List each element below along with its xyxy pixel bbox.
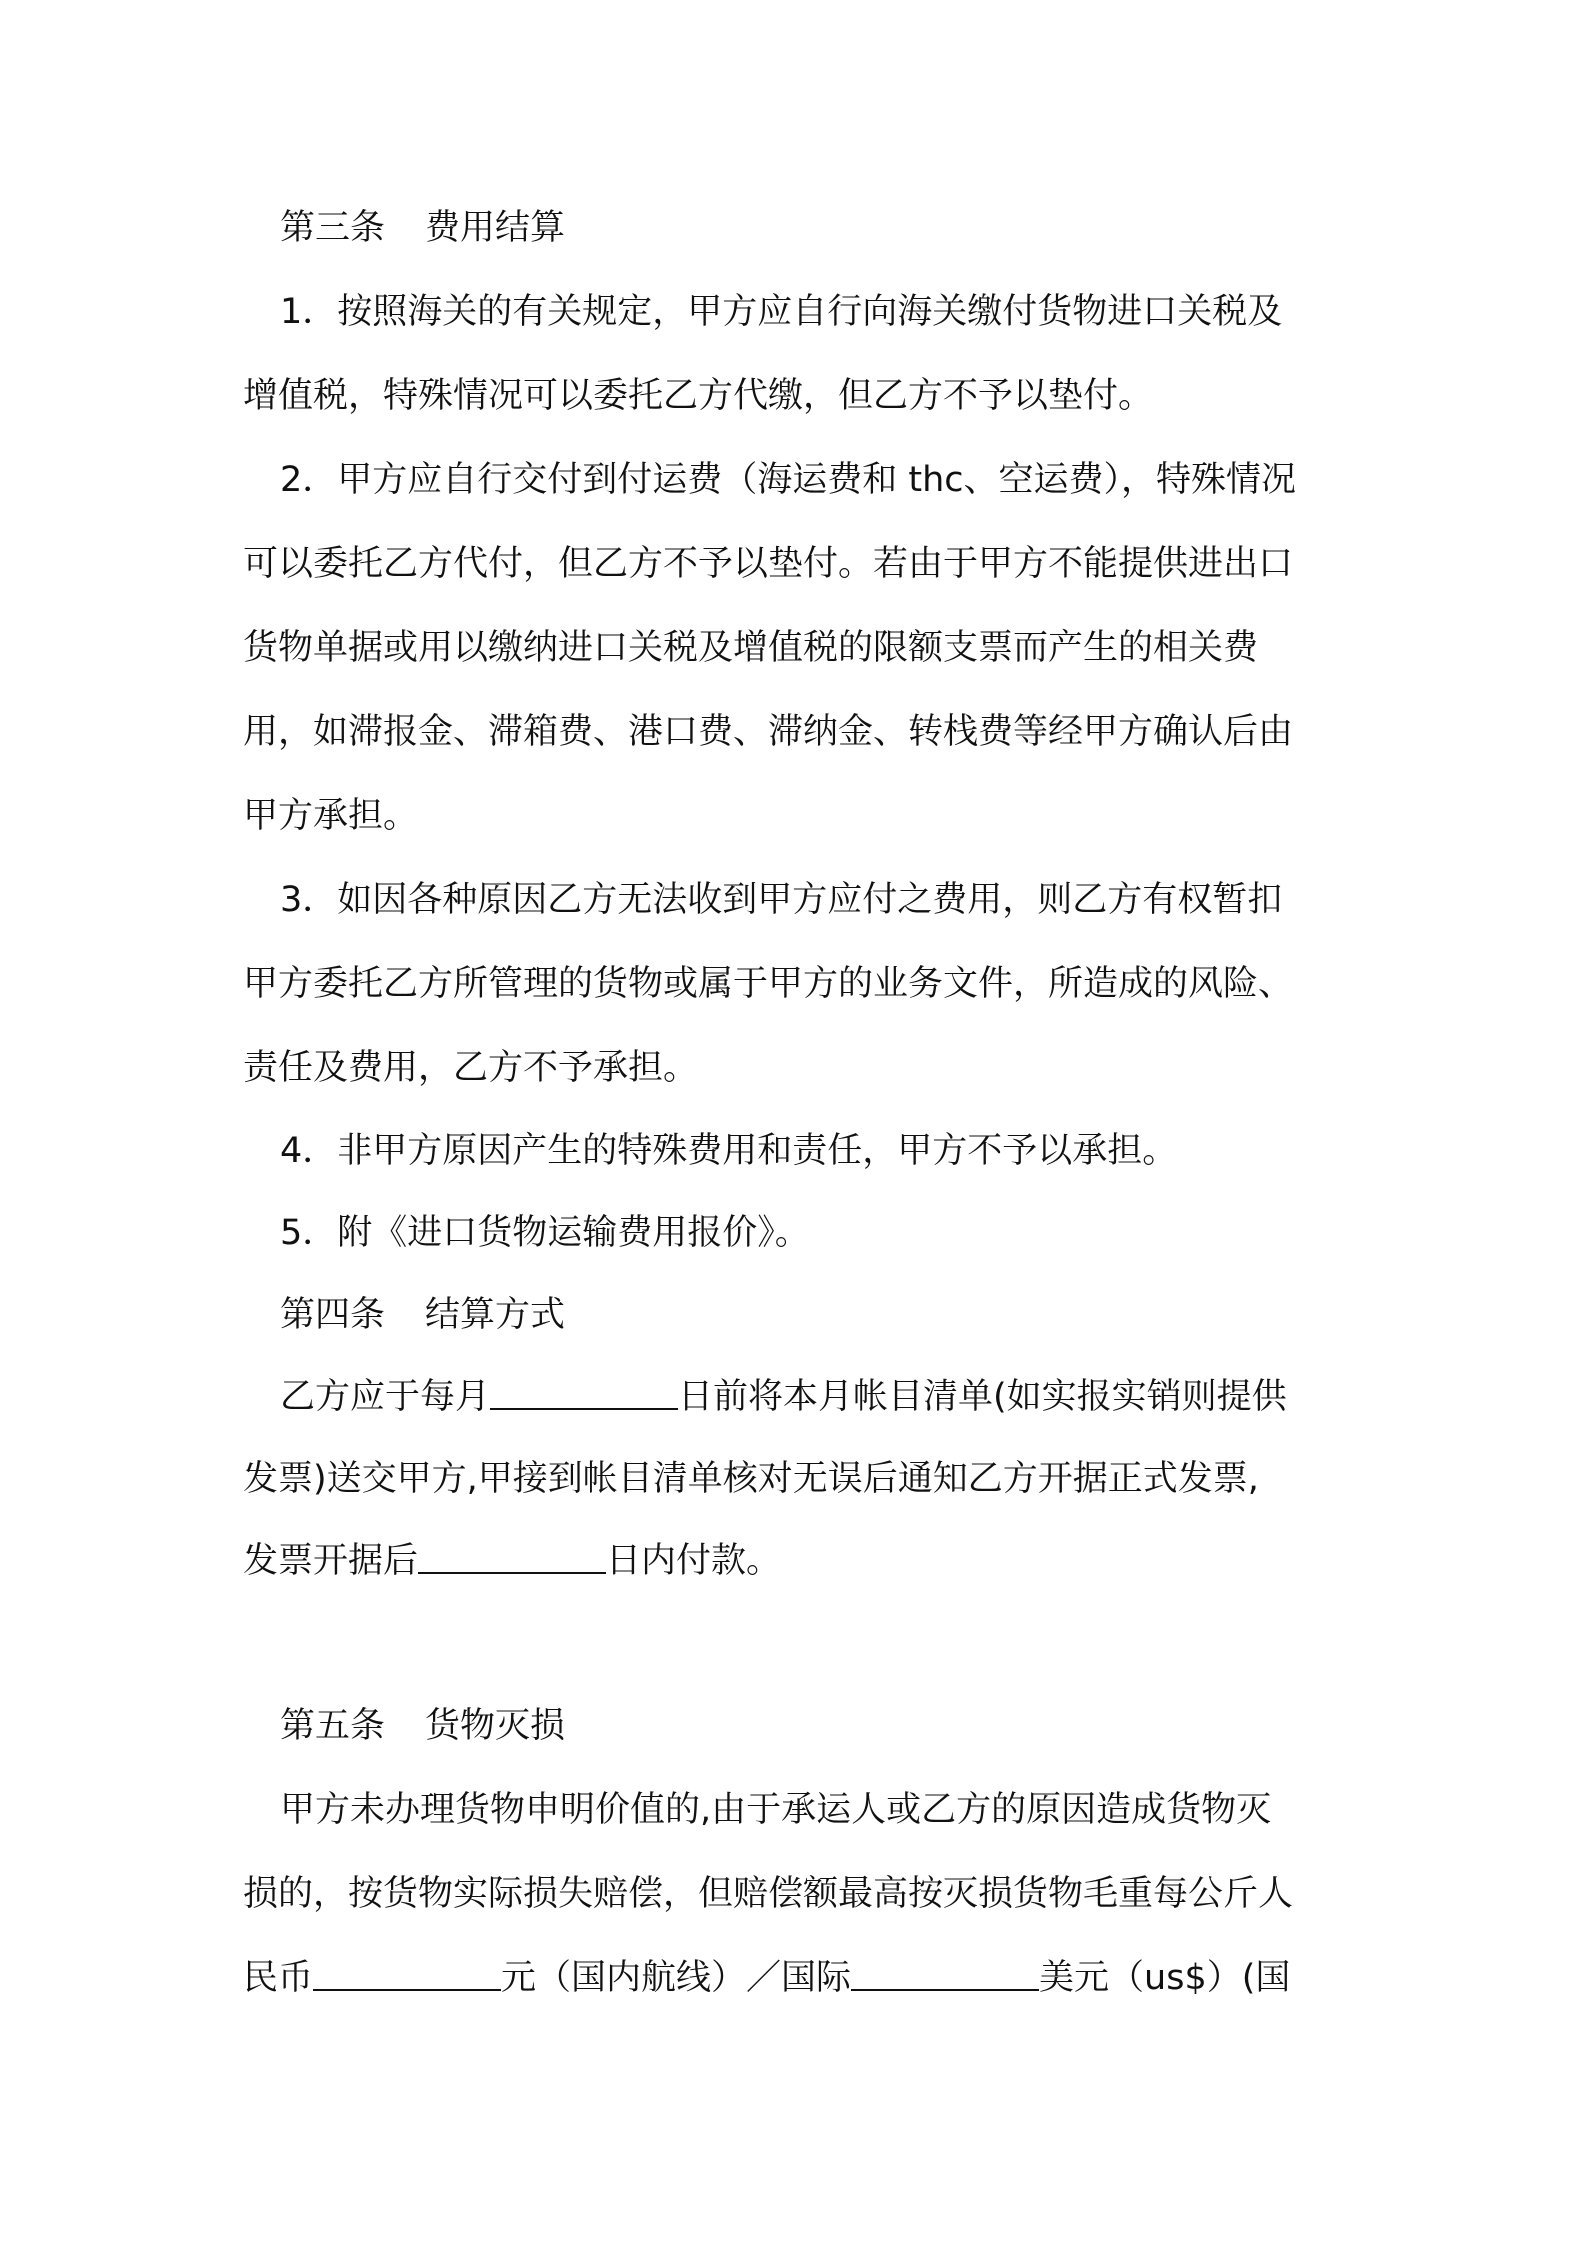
- article-3-clause-2-line-4: 用，如滞报金、滞箱费、港口费、滞纳金、转栈费等经甲方确认后由: [243, 712, 1294, 752]
- article-3-clause-1-line-1: 1．按照海关的有关规定，甲方应自行向海关缴付货物进口关税及: [280, 292, 1283, 332]
- international-usd-blank: [851, 1959, 1039, 1991]
- article-3-title: 费用结算: [425, 208, 566, 248]
- article-3-clause-2-line-2: 可以委托乙方代付，但乙方不予以垫付。若由于甲方不能提供进出口: [243, 544, 1294, 584]
- article-4-line-1-text-a: 乙方应于每月: [280, 1377, 491, 1417]
- article-4-number: 第四条: [280, 1295, 386, 1335]
- article-3-clause-2-line-5: 甲方承担。: [243, 796, 419, 836]
- article-3-clause-3-line-1: 3．如因各种原因乙方无法收到甲方应付之费用，则乙方有权暂扣: [280, 880, 1283, 920]
- article-4-line-3-text-a: 发票开据后: [243, 1541, 419, 1581]
- article-5-line-3: [243, 1954, 1290, 2002]
- article-4-line-1-text-b: 日前将本月帐目清单(如实报实销则提供: [678, 1377, 1287, 1417]
- article-5-heading: [243, 1702, 565, 1750]
- day-of-month-blank: [490, 1378, 678, 1410]
- article-4-line-3: [243, 1537, 781, 1585]
- article-5-number: 第五条: [280, 1706, 386, 1746]
- article-3-heading: [243, 204, 565, 252]
- article-5-line-1: 甲方未办理货物申明价值的,由于承运人或乙方的原因造成货物灭: [280, 1790, 1272, 1830]
- article-3-clause-4: 4．非甲方原因产生的特殊费用和责任，甲方不予以承担。: [280, 1131, 1178, 1171]
- article-3-number: 第三条: [280, 208, 386, 248]
- article-3-clause-3-line-3: 责任及费用，乙方不予承担。: [243, 1048, 699, 1088]
- article-5-line-3-text-b: 元（国内航线）／国际: [501, 1958, 852, 1998]
- article-4-line-1: [243, 1373, 1287, 1421]
- article-3-clause-1-line-2: 增值税，特殊情况可以委托乙方代缴，但乙方不予以垫付。: [243, 376, 1154, 416]
- article-5-title: 货物灭损: [425, 1706, 566, 1746]
- payment-days-blank: [418, 1542, 606, 1574]
- article-3-clause-5: 5．附《进口货物运输费用报价》。: [280, 1213, 810, 1253]
- article-3-clause-3-line-2: 甲方委托乙方所管理的货物或属于甲方的业务文件，所造成的风险、: [243, 964, 1294, 1004]
- article-3-clause-2-line-1: 2．甲方应自行交付到付运费（海运费和 thc、空运费），特殊情况: [280, 460, 1297, 500]
- article-5-line-3-text-c: 美元（us$）(国: [1039, 1958, 1291, 1998]
- article-4-line-2: 发票)送交甲方,甲接到帐目清单核对无误后通知乙方开据正式发票,: [243, 1459, 1259, 1499]
- article-3-clause-2-line-3: 货物单据或用以缴纳进口关税及增值税的限额支票而产生的相关费: [243, 628, 1259, 668]
- article-5-line-2: 损的，按货物实际损失赔偿，但赔偿额最高按灭损货物毛重每公斤人: [243, 1874, 1294, 1914]
- domestic-rmb-blank: [313, 1959, 501, 1991]
- article-4-title: 结算方式: [425, 1295, 566, 1335]
- article-5-line-3-text-a: 民币: [243, 1958, 314, 1998]
- article-4-heading: [243, 1291, 565, 1339]
- article-4-line-3-text-b: 日内付款。: [606, 1541, 782, 1581]
